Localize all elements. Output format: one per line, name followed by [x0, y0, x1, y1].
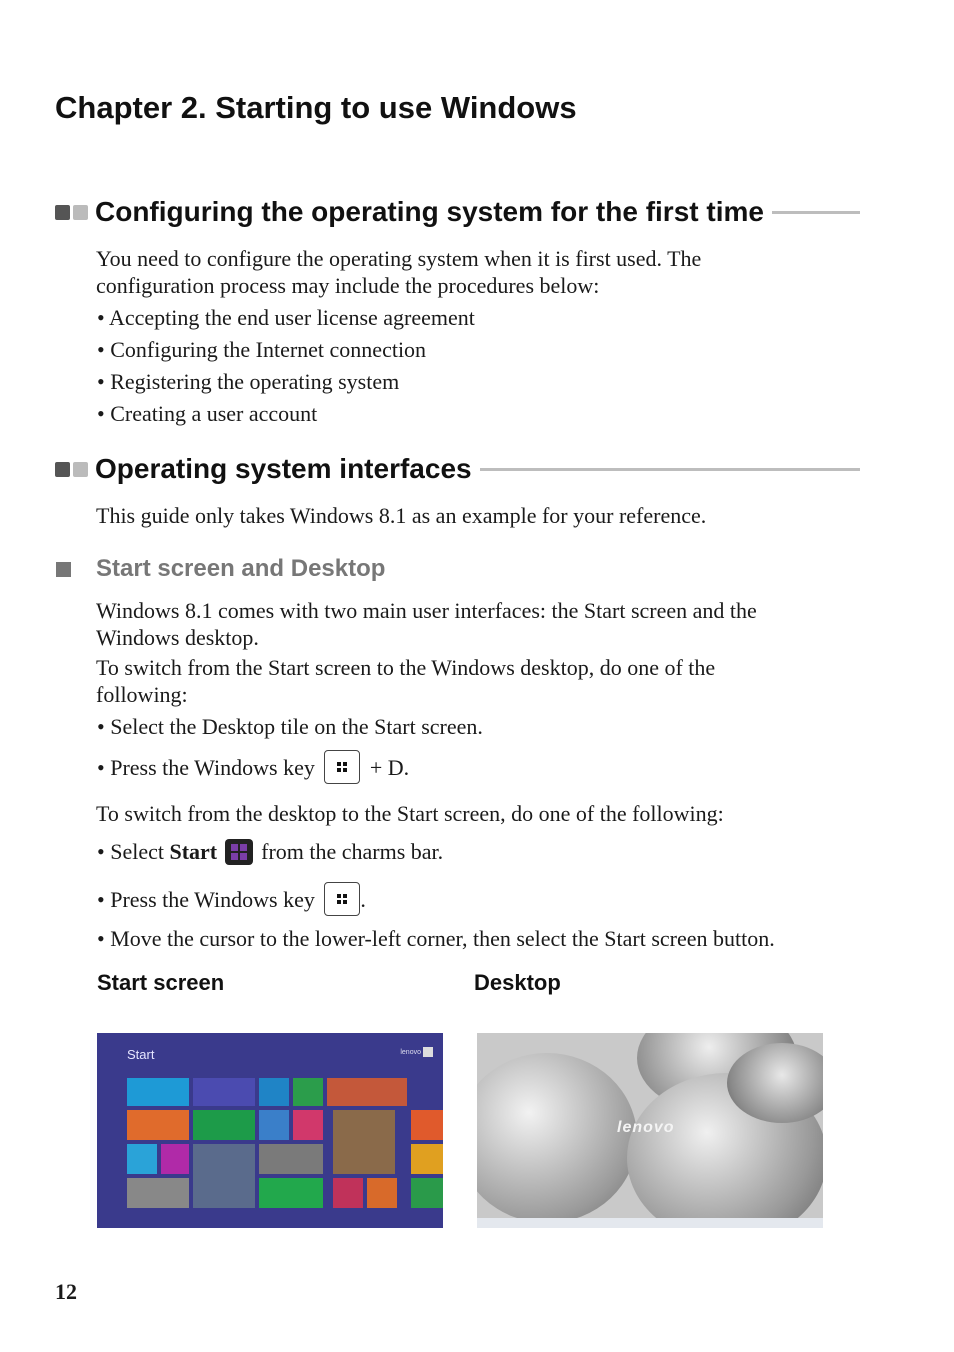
para-line: Windows desktop. [96, 625, 259, 650]
desktop-image [477, 1033, 823, 1228]
heading-bullet-icon [55, 462, 88, 477]
list-item-text: . [360, 887, 366, 912]
para-line: To switch from the Start screen to the Windows desktop, do one of the [96, 655, 716, 680]
list-item-bold: Start [169, 839, 218, 864]
section2-intro: This guide only takes Windows 8.1 as an example for your reference. [96, 503, 707, 528]
list-item-text: + D. [369, 755, 410, 780]
list-item [97, 886, 366, 916]
avatar [423, 1047, 433, 1057]
heading-rule [772, 211, 860, 214]
tile [127, 1078, 189, 1106]
start-charm-icon [225, 839, 253, 865]
intro-line: You need to configure the operating system when it is first used. The [96, 246, 702, 271]
section-heading-text: Operating system interfaces [95, 453, 472, 484]
tile [367, 1178, 397, 1208]
list-item-text: from the charms bar. [261, 839, 444, 864]
tile [259, 1078, 289, 1106]
section1-intro [96, 245, 876, 299]
list-item: • Select the Desktop tile on the Start screen. [97, 714, 483, 739]
tile [411, 1144, 443, 1174]
list-item: • Configuring the Internet connection [97, 337, 427, 362]
tile [327, 1078, 407, 1106]
windows-key-icon [324, 882, 360, 916]
tile [333, 1178, 363, 1208]
section-heading-first-time-config [55, 196, 860, 228]
heading-bullet-icon [55, 205, 88, 220]
tile [127, 1110, 189, 1140]
tile [161, 1144, 189, 1174]
heading-rule [480, 468, 860, 471]
tile [293, 1078, 323, 1106]
subsection-heading-text: Start screen and Desktop [96, 555, 386, 582]
list-item [97, 754, 409, 784]
tile [193, 1110, 255, 1140]
para-line: Windows 8.1 comes with two main user interfaces: the Start screen and the [96, 598, 757, 623]
intro-line: configuration process may include the procedures below: [96, 273, 600, 298]
list-item-text: • Press the Windows key [97, 887, 315, 912]
subsection-para1 [96, 597, 876, 651]
list-item: • Creating a user account [97, 401, 318, 426]
tile [127, 1144, 157, 1174]
chapter-title: Chapter 2. Starting to use Windows [55, 90, 577, 125]
subsection-para2 [96, 654, 876, 708]
caption-desktop: Desktop [474, 970, 561, 995]
para-line: following: [96, 682, 188, 707]
tile [259, 1144, 323, 1174]
tile [127, 1178, 189, 1208]
tile [259, 1178, 323, 1208]
list-item [97, 838, 443, 865]
page-number: 12 [55, 1279, 77, 1304]
tile [411, 1178, 443, 1208]
start-label: Start [127, 1047, 155, 1062]
list-item-text: • Press the Windows key [97, 755, 315, 780]
caption-start-screen: Start screen [97, 970, 225, 995]
windows-key-icon [324, 750, 360, 784]
list-item: • Move the cursor to the lower-left corner, then select the Start screen button. [97, 926, 775, 951]
brand-logo: lenovo [617, 1119, 675, 1136]
section-heading-text: Configuring the operating system for the first time [95, 196, 764, 227]
section-heading-os-interfaces [55, 453, 860, 485]
list-item: • Accepting the end user license agreement [97, 305, 475, 330]
tile [193, 1144, 255, 1208]
taskbar [477, 1218, 823, 1228]
subsection-para3: To switch from the desktop to the Start screen, do one of the following: [96, 801, 724, 826]
square-bullet-icon [56, 562, 71, 577]
tile [193, 1078, 255, 1106]
list-item-text: • Select [97, 839, 170, 864]
list-item: • Registering the operating system [97, 369, 400, 394]
subsection-heading [56, 555, 385, 583]
tile [333, 1110, 395, 1174]
tile [293, 1110, 323, 1140]
start-screen-image [97, 1033, 443, 1228]
tile [411, 1110, 443, 1140]
pebble [477, 1053, 637, 1223]
tile [259, 1110, 289, 1140]
user-name: lenovo [400, 1049, 421, 1056]
